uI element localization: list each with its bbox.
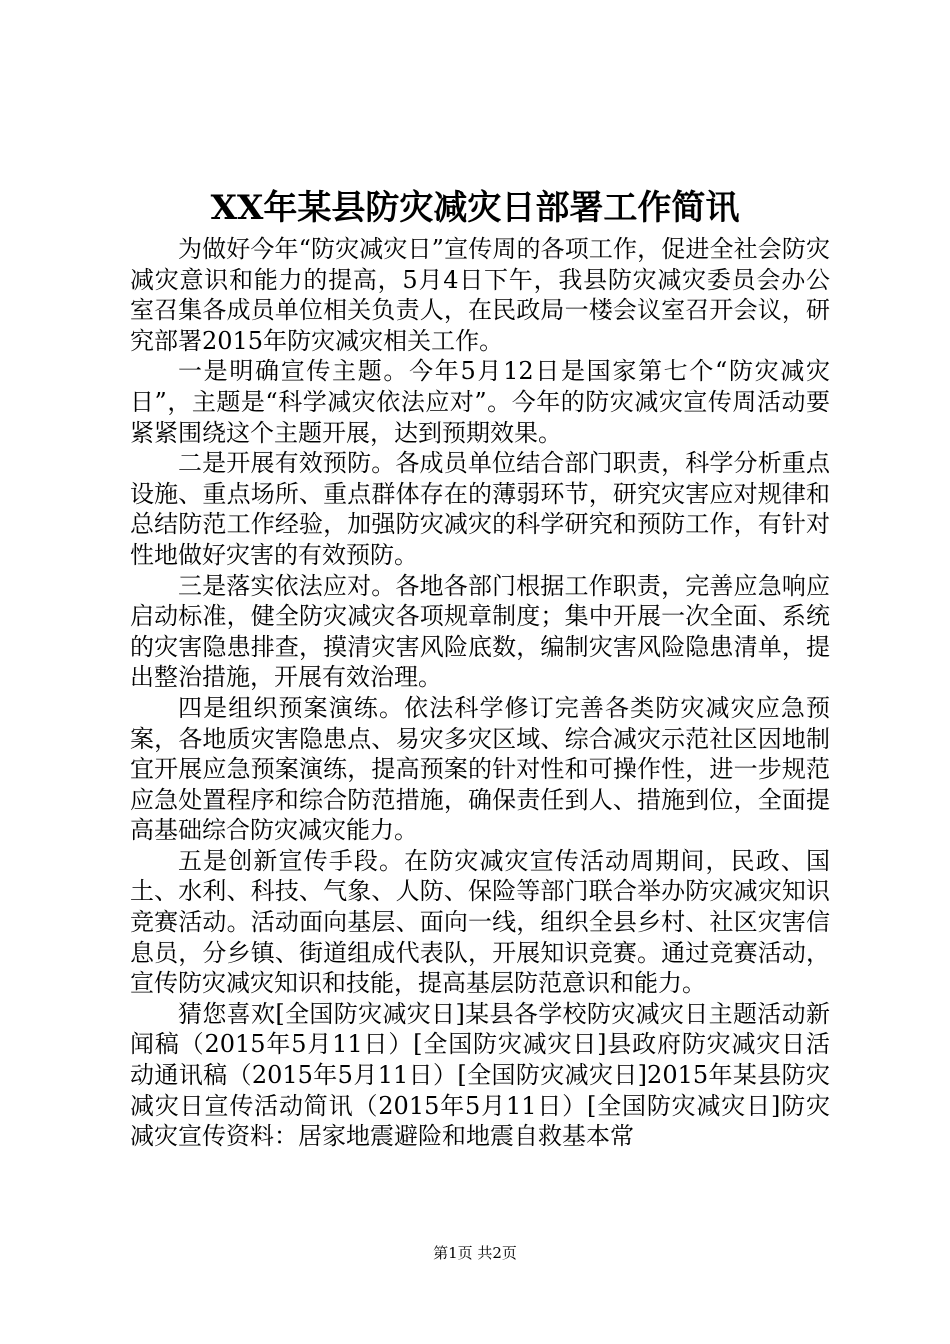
- paragraph-point-1: 一是明确宣传主题。今年5月12日是国家第七个“防灾减灾日”，主题是“科学减灾依法应对”。今年的防灾减灾宣传周活动要紧紧围绕这个主题开展，达到预期效果。: [130, 357, 830, 447]
- paragraph-intro: 为做好今年“防灾减灾日”宣传周的各项工作，促进全社会防灾减灾意识和能力的提高，5月4日下午，我县防灾减灾委员会办公室召集各成员单位相关负责人，在民政局一楼会议室召开会议，研究部署2015年防灾减灾相关工作。: [130, 235, 830, 355]
- document-body: [130, 234, 830, 1152]
- paragraph-point-2: 二是开展有效预防。各成员单位结合部门职责，科学分析重点设施、重点场所、重点群体存在的薄弱环节，研究灾害应对规律和总结防范工作经验，加强防灾减灾的科学研究和预防工作，有针对性地做好灾害的有效预防。: [130, 449, 830, 569]
- document-title: XX年某县防灾减灾日部署工作简讯: [210, 188, 740, 228]
- paragraph-point-3: 三是落实依法应对。各地各部门根据工作职责，完善应急响应启动标准，健全防灾减灾各项规章制度；集中开展一次全面、系统的灾害隐患排查，摸清灾害风险底数，编制灾害风险隐患清单，提出整治措施，开展有效治理。: [130, 571, 830, 692]
- paragraph-point-5: 五是创新宣传手段。在防灾减灾宣传活动周期间，民政、国土、水利、科技、气象、人防、保险等部门联合举办防灾减灾知识竞赛活动。活动面向基层、面向一线，组织全县乡村、社区灾害信息员，分乡镇、街道组成代表队，开展知识竞赛。通过竞赛活动，宣传防灾减灾知识和技能，提高基层防范意识和能力。: [130, 846, 830, 998]
- paragraph-point-4: 四是组织预案演练。依法科学修订完善各类防灾减灾应急预案，各地质灾害隐患点、易灾多灾区域、综合减灾示范社区因地制宜开展应急预案演练，提高预案的针对性和可操作性，进一步规范应急处置程序和综合防范措施，确保责任到人、措施到位，全面提高基础综合防灾减灾能力。: [130, 693, 830, 845]
- page-number-footer: 第1页 共2页: [433, 1244, 517, 1262]
- paragraph-related-links: 猜您喜欢[全国防灾减灾日]某县各学校防灾减灾日主题活动新闻稿（2015年5月11日）[全国防灾减灾日]县政府防灾减灾日活动通讯稿（2015年5月11日）[全国防灾减灾日]2015年某县防灾减灾日宣传活动简讯（2015年5月11日）[全国防灾减灾日]防灾减灾宣传资料：居家地震避险和地震自救基本常: [130, 999, 830, 1151]
